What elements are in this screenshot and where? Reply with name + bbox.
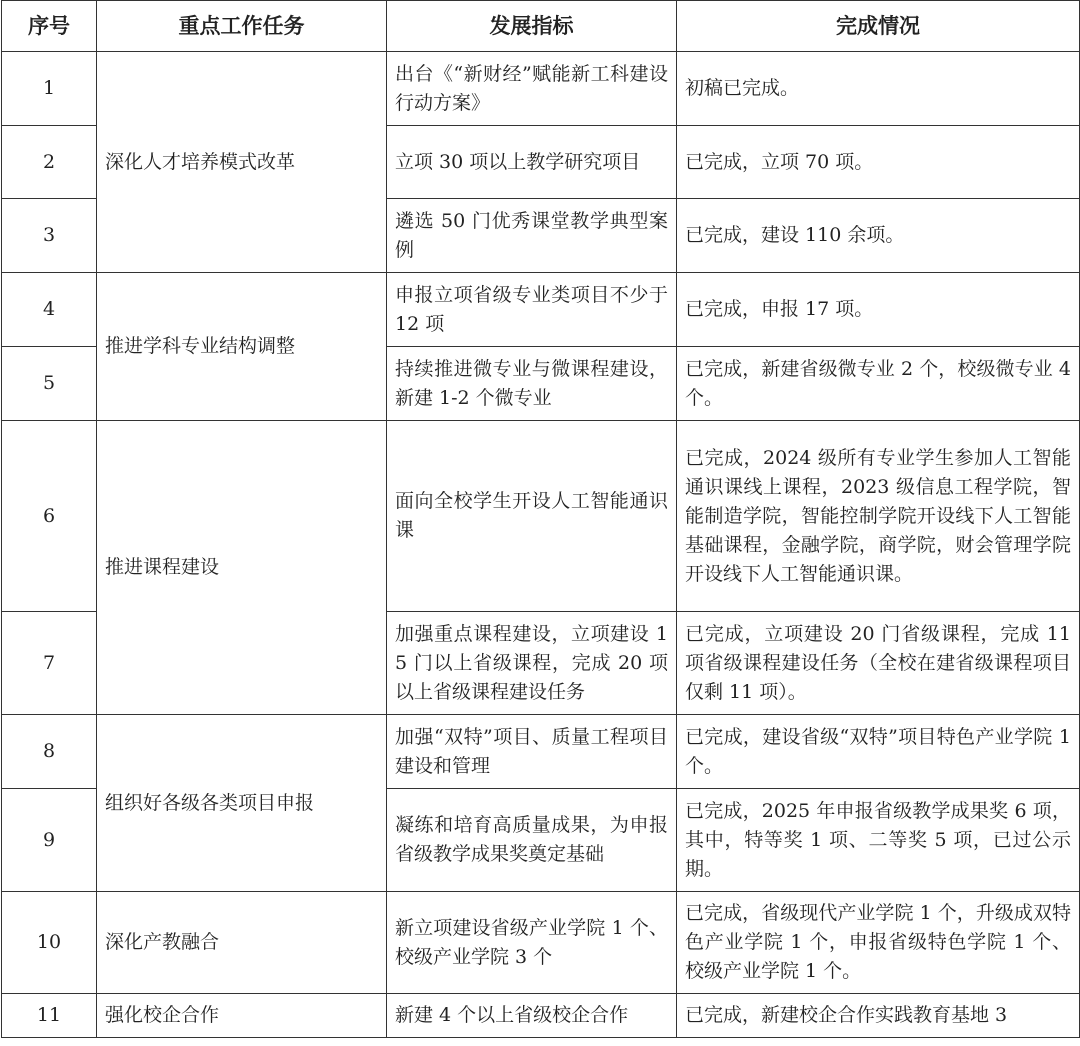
indicator-cell: 凝练和培育高质量成果，为申报省级教学成果奖奠定基础 <box>387 789 677 892</box>
status-cell: 已完成，新建省级微专业 2 个，校级微专业 4 个。 <box>677 347 1080 421</box>
task-cell: 推进课程建设 <box>97 421 387 715</box>
row-index: 3 <box>2 199 97 273</box>
row-index: 8 <box>2 715 97 789</box>
row-index: 7 <box>2 612 97 715</box>
task-table <box>1 0 1080 1038</box>
indicator-cell: 加强重点课程建设，立项建设 15 门以上省级课程，完成 20 项以上省级课程建设任务 <box>387 612 677 715</box>
task-cell: 组织好各级各类项目申报 <box>97 715 387 892</box>
status-cell: 已完成，2024 级所有专业学生参加人工智能通识课线上课程，2023 级信息工程学院，智能制造学院，智能控制学院开设线下人工智能基础课程，金融学院，商学院，财会管理学院开设线下人工智能通识课。 <box>677 421 1080 612</box>
indicator-cell: 面向全校学生开设人工智能通识课 <box>387 421 677 612</box>
header-indicator: 发展指标 <box>387 1 677 52</box>
status-cell: 已完成，新建校企合作实践教育基地 3 <box>677 994 1080 1038</box>
indicator-cell: 新建 4 个以上省级校企合作 <box>387 994 677 1038</box>
table-row <box>2 715 1080 789</box>
status-cell: 已完成，建设省级“双特”项目特色产业学院 1 个。 <box>677 715 1080 789</box>
status-cell: 已完成，申报 17 项。 <box>677 273 1080 347</box>
indicator-cell: 新立项建设省级产业学院 1 个、校级产业学院 3 个 <box>387 892 677 994</box>
indicator-cell: 加强“双特”项目、质量工程项目建设和管理 <box>387 715 677 789</box>
indicator-cell: 出台《“新财经”赋能新工科建设行动方案》 <box>387 52 677 126</box>
header-task: 重点工作任务 <box>97 1 387 52</box>
table-row <box>2 273 1080 347</box>
status-cell: 已完成，建设 110 余项。 <box>677 199 1080 273</box>
status-cell: 已完成，立项建设 20 门省级课程，完成 11 项省级课程建设任务（全校在建省级课程项目仅剩 11 项）。 <box>677 612 1080 715</box>
row-index: 10 <box>2 892 97 994</box>
table-row <box>2 52 1080 126</box>
status-cell: 已完成，2025 年申报省级教学成果奖 6 项，其中，特等奖 1 项、二等奖 5 项，已过公示期。 <box>677 789 1080 892</box>
indicator-cell: 立项 30 项以上教学研究项目 <box>387 126 677 199</box>
row-index: 2 <box>2 126 97 199</box>
table-row <box>2 421 1080 612</box>
indicator-cell: 遴选 50 门优秀课堂教学典型案例 <box>387 199 677 273</box>
table-row <box>2 994 1080 1038</box>
task-cell: 推进学科专业结构调整 <box>97 273 387 421</box>
table-row <box>2 892 1080 994</box>
task-cell: 强化校企合作 <box>97 994 387 1038</box>
header-index: 序号 <box>2 1 97 52</box>
row-index: 6 <box>2 421 97 612</box>
indicator-cell: 申报立项省级专业类项目不少于 12 项 <box>387 273 677 347</box>
indicator-cell: 持续推进微专业与微课程建设，新建 1-2 个微专业 <box>387 347 677 421</box>
task-cell: 深化人才培养模式改革 <box>97 52 387 273</box>
status-cell: 初稿已完成。 <box>677 52 1080 126</box>
task-cell: 深化产教融合 <box>97 892 387 994</box>
row-index: 1 <box>2 52 97 126</box>
status-cell: 已完成，立项 70 项。 <box>677 126 1080 199</box>
header-status: 完成情况 <box>677 1 1080 52</box>
row-index: 4 <box>2 273 97 347</box>
row-index: 9 <box>2 789 97 892</box>
header-row <box>2 1 1080 52</box>
row-index: 5 <box>2 347 97 421</box>
status-cell: 已完成，省级现代产业学院 1 个，升级成双特色产业学院 1 个，申报省级特色学院 1 个、校级产业学院 1 个。 <box>677 892 1080 994</box>
row-index: 11 <box>2 994 97 1038</box>
